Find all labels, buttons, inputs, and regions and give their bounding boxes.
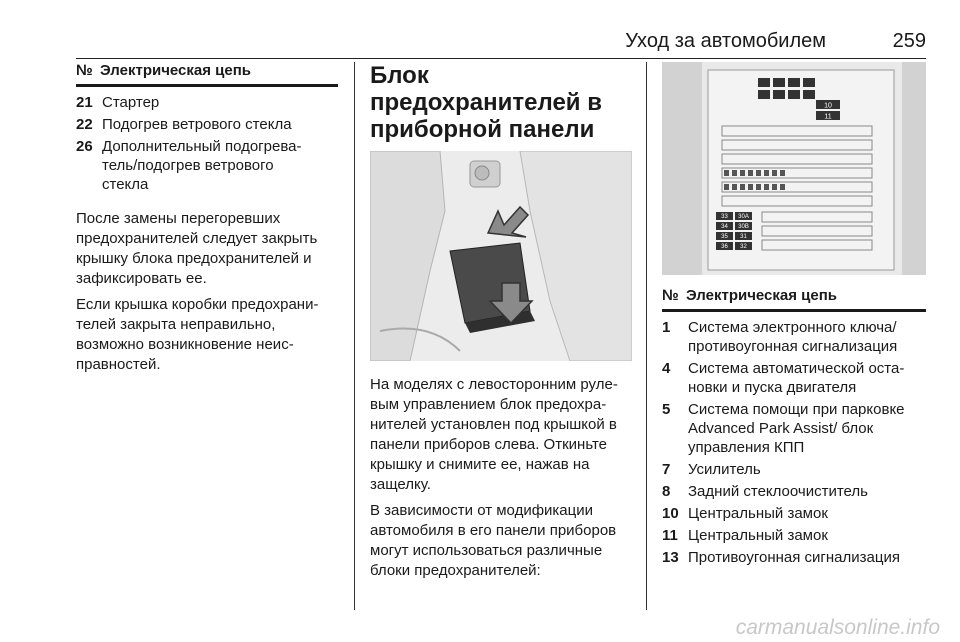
row-number: 1 [662,319,671,336]
paragraph: В зависимости от модификации автомобиля в его панели приборов могут использоваться различные блоки предохранителей: [370,502,617,579]
fuse-label: 30B [738,224,749,230]
fuse-label: 33 [721,214,728,220]
right-table-header [662,287,926,312]
row-text: Задний стеклоочиститель [688,483,868,500]
right-table-head-label: Электрическая цепь [686,287,838,304]
chapter-title: Уход за автомобилем [625,30,826,52]
row-text: Дополнительный подогреватель/подогрев ветрового стекла [102,138,302,193]
row-text: Центральный замок [688,505,828,522]
fusebox-illustration [662,62,926,275]
watermark: carmanualsonline.info [735,616,940,639]
table-row [662,400,926,457]
row-number: 5 [662,401,671,418]
row-text: Система помощи при парковке Advanced Park Assist/ блок управления КПП [688,401,905,456]
fusebox-drawing [662,62,926,275]
row-text: Центральный замок [688,527,828,544]
table-row [76,115,338,134]
table-row [662,460,926,479]
row-number: 7 [662,461,671,478]
fuse-label: 31 [740,234,747,240]
row-number: 21 [76,94,93,111]
row-text: Система автоматической остановки и пуска двигателя [688,360,905,396]
right-table-head-no: № [662,287,679,304]
left-table-head-label: Электрическая цепь [100,62,252,79]
fuse-cover-drawing [370,151,632,361]
page-header [76,28,926,58]
row-number: 4 [662,360,671,377]
paragraph: После замены перегоревших предохранителей следует закрыть крышку блока предохранителей и зафиксировать ее. [76,210,318,287]
row-number: 10 [662,505,679,522]
header-rule [76,58,926,59]
table-row [662,548,926,567]
left-column [76,62,338,381]
fuse-label: 11 [824,113,832,121]
row-text: Противоугонная сигнализация [688,549,900,566]
left-table-head-no: № [76,62,93,79]
table-row [662,359,926,397]
paragraph: Если крышка коробки предохранителей закрыта неправильно, возможно возникновение неисправностей. [76,296,319,373]
page-number: 259 [892,30,926,52]
table-row [662,526,926,545]
section-heading: Блок предохранителей в приборной панели [370,62,602,143]
table-row [662,504,926,523]
fuse-label: 30A [738,214,749,220]
row-text: Система электронного ключа/ противоугонная сигнализация [688,319,898,355]
right-column [662,62,926,570]
fuse-label: 36 [721,244,728,250]
row-number: 11 [662,527,678,544]
table-row [76,93,338,112]
fuse-label: 32 [740,244,747,250]
row-number: 8 [662,483,671,500]
paragraph: На моделях с левосторонним рулевым управлением блок предохранителей установлен под крышкой в панели приборов слева. Откиньте крышку и снимите ее, нажав на защелку. [370,376,618,493]
fuse-label: 34 [721,224,728,230]
fuse-label: 35 [721,234,728,240]
fuse-label: 10 [824,102,832,110]
middle-column [370,62,632,587]
row-number: 22 [76,116,93,133]
row-text: Подогрев ветрового стекла [102,116,292,133]
row-number: 26 [76,138,93,155]
column-divider [354,62,355,610]
row-text: Стартер [102,94,160,111]
row-number: 13 [662,549,679,566]
left-table-header [76,62,338,87]
row-text: Усилитель [688,461,761,478]
table-row [76,137,338,194]
column-divider [646,62,647,610]
table-row [662,482,926,501]
dashboard-fuse-cover-illustration [370,151,632,361]
table-row [662,318,926,356]
